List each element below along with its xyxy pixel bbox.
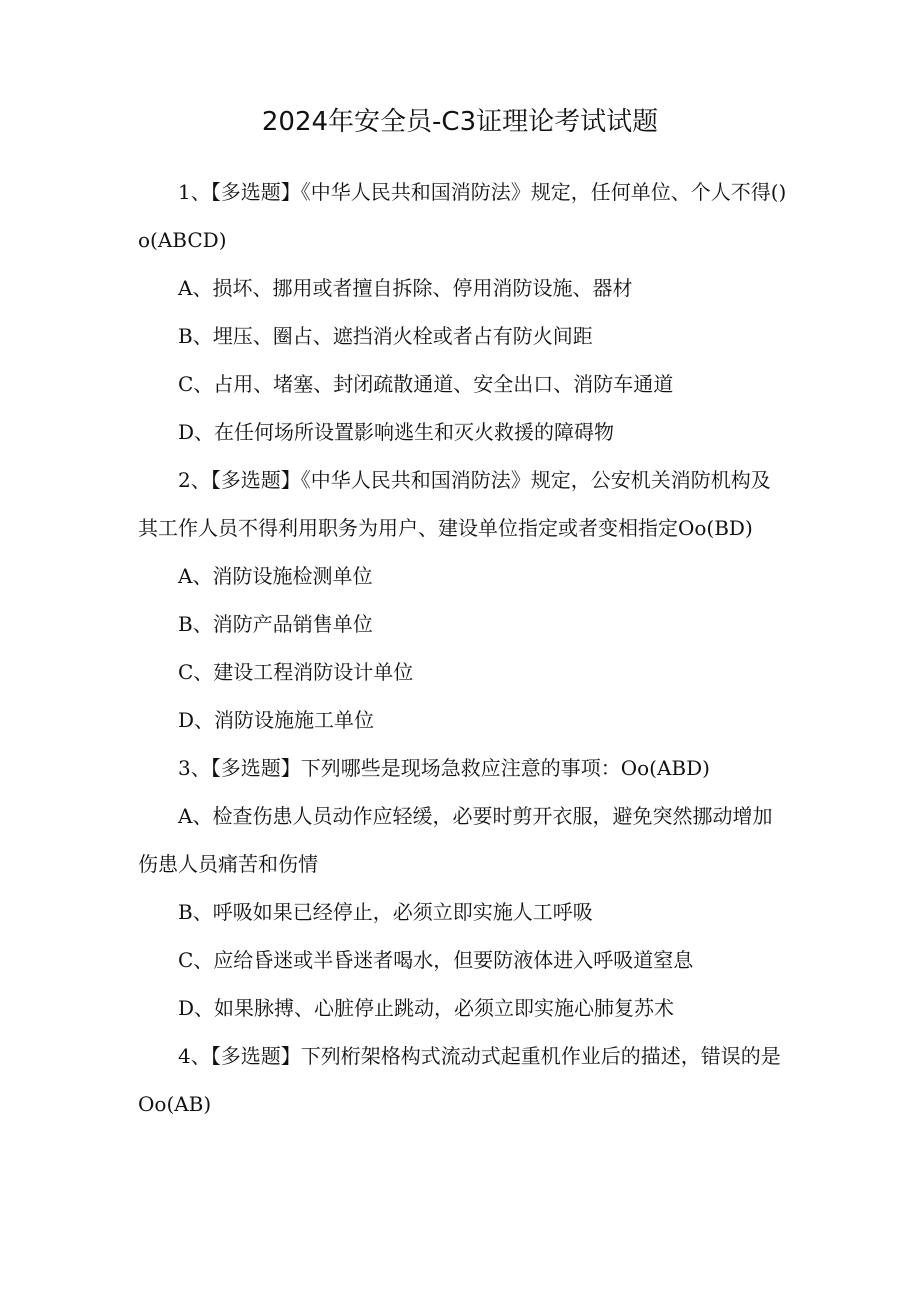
question-3-option-b: B、呼吸如果已经停止，必须立即实施人工呼吸 — [178, 900, 593, 924]
question-1-option-c: C、占用、堵塞、封闭疏散通道、安全出口、消防车通道 — [178, 372, 674, 396]
question-3-option-d: D、如果脉搏、心脏停止跳动，必须立即实施心肺复苏术 — [178, 996, 675, 1020]
document-body — [138, 168, 790, 1128]
question-2-option-c: C、建设工程消防设计单位 — [178, 660, 414, 684]
question-1-option-a: A、损坏、挪用或者擅自拆除、停用消防设施、器材 — [178, 276, 633, 300]
question-3-stem: 3、【多选题】下列哪些是现场急救应注意的事项：Oo(ABD) — [178, 756, 710, 780]
question-2-option-b: B、消防产品销售单位 — [178, 612, 373, 636]
question-3-option-c: C、应给昏迷或半昏迷者喝水，但要防液体进入呼吸道窒息 — [178, 948, 694, 972]
page-title: 2024年安全员-C3证理论考试试题 — [261, 107, 659, 137]
question-1-option-b: B、埋压、圈占、遮挡消火栓或者占有防火间距 — [178, 324, 593, 348]
question-4-stem: 4、【多选题】下列桁架格构式流动式起重机作业后的描述，错误的是Oo(AB) — [138, 1044, 781, 1116]
question-2-option-d: D、消防设施施工单位 — [178, 708, 375, 732]
question-2-stem: 2、【多选题】《中华人民共和国消防法》规定，公安机关消防机构及其工作人员不得利用职务为用户、建设单位指定或者变相指定Oo(BD) — [138, 468, 771, 540]
question-3-option-a: A、检查伤患人员动作应轻缓，必要时剪开衣服，避免突然挪动增加伤患人员痛苦和伤情 — [138, 804, 773, 876]
question-1-stem: 1、【多选题】《中华人民共和国消防法》规定，任何单位、个人不得()o(ABCD) — [138, 180, 787, 252]
question-2-option-a: A、消防设施检测单位 — [178, 564, 373, 588]
question-1-option-d: D、在任何场所设置影响逃生和灭火救援的障碍物 — [178, 420, 615, 444]
